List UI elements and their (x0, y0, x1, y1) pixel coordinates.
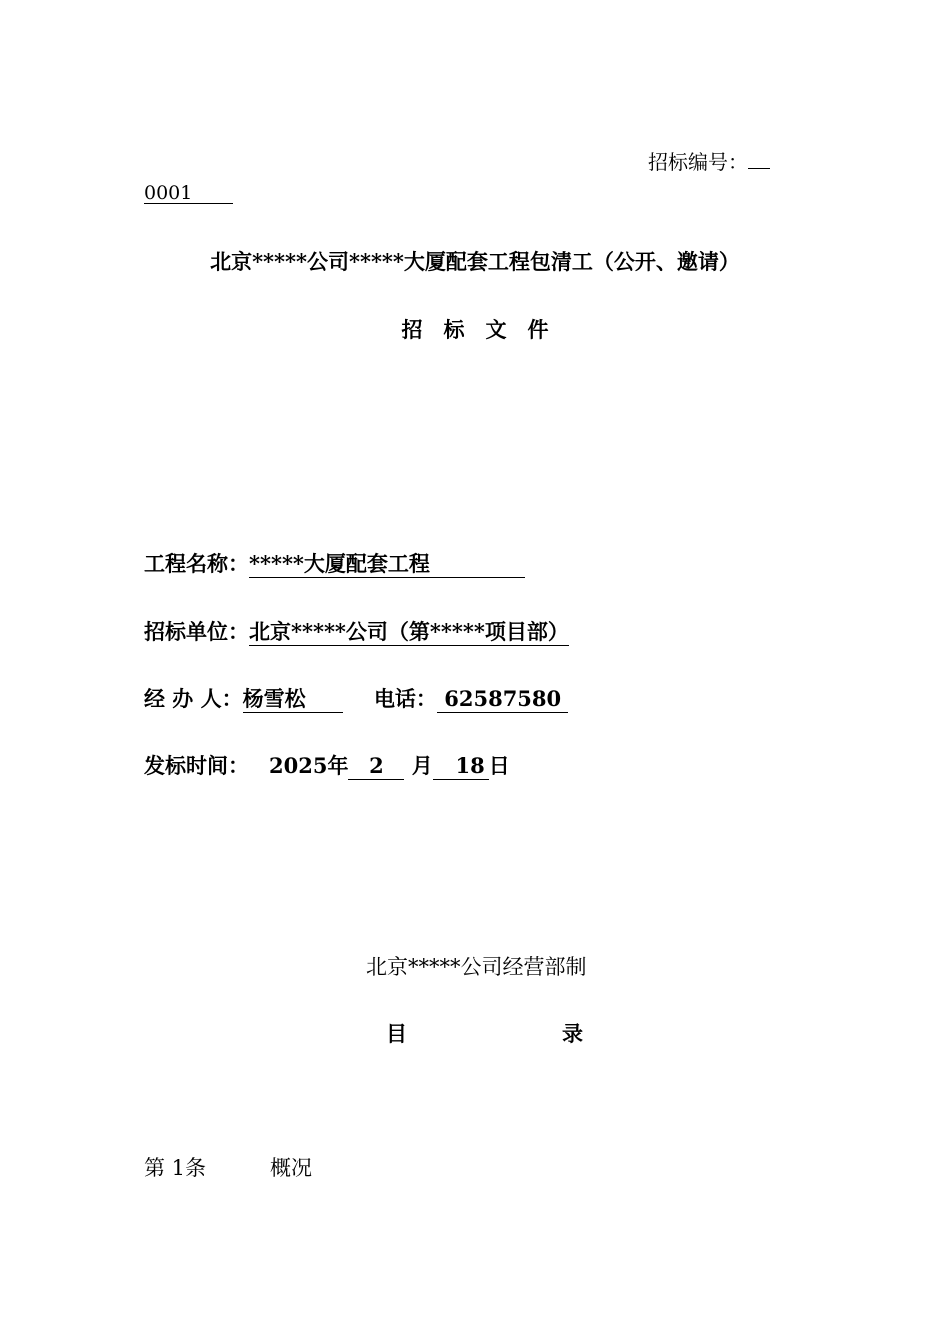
bid-number-underline (748, 150, 770, 169)
project-name-row (144, 548, 525, 578)
clause-title: 概况 (270, 1156, 313, 1180)
issue-date-label: 发标时间： (144, 753, 249, 778)
bid-number-value-line (144, 182, 233, 204)
tender-unit-value: 北京*****公司（第*****项目部） (249, 619, 569, 644)
clause-item (144, 1152, 312, 1182)
month-unit: 月 (411, 753, 433, 778)
toc-char-1: 目 (386, 1021, 407, 1046)
bid-number-line (648, 146, 770, 175)
phone-value (437, 686, 569, 713)
clause-number: 第 1条 (144, 1156, 207, 1180)
issue-year: 2025 (269, 753, 328, 778)
project-name-value: *****大厦配套工程 (249, 551, 525, 578)
issue-day: 18 (433, 753, 489, 780)
tender-unit-row (144, 616, 569, 646)
document-subtitle: 招 标 文 件 (401, 317, 549, 342)
handler-value: 杨雪松 (243, 686, 343, 713)
project-name-label: 工程名称： (144, 551, 249, 576)
issue-month: 2 (348, 753, 404, 780)
prepared-by: 北京*****公司经营部制 (366, 955, 587, 979)
bid-number-value: 0001 (144, 183, 233, 204)
document-title: 北京*****公司*****大厦配套工程包清工（公开、邀请） (210, 249, 740, 274)
phone-label: 电话： (373, 686, 437, 711)
bid-number-label: 招标编号： (648, 150, 748, 174)
issue-date-row (144, 750, 510, 780)
phone-number: 62587580 (444, 686, 562, 711)
toc-char-2: 录 (562, 1021, 583, 1046)
day-unit: 日 (488, 753, 510, 778)
contact-row (144, 683, 568, 713)
year-unit: 年 (327, 753, 349, 778)
tender-unit-label: 招标单位： (144, 619, 249, 644)
handler-label: 经 办 人： (144, 686, 243, 711)
